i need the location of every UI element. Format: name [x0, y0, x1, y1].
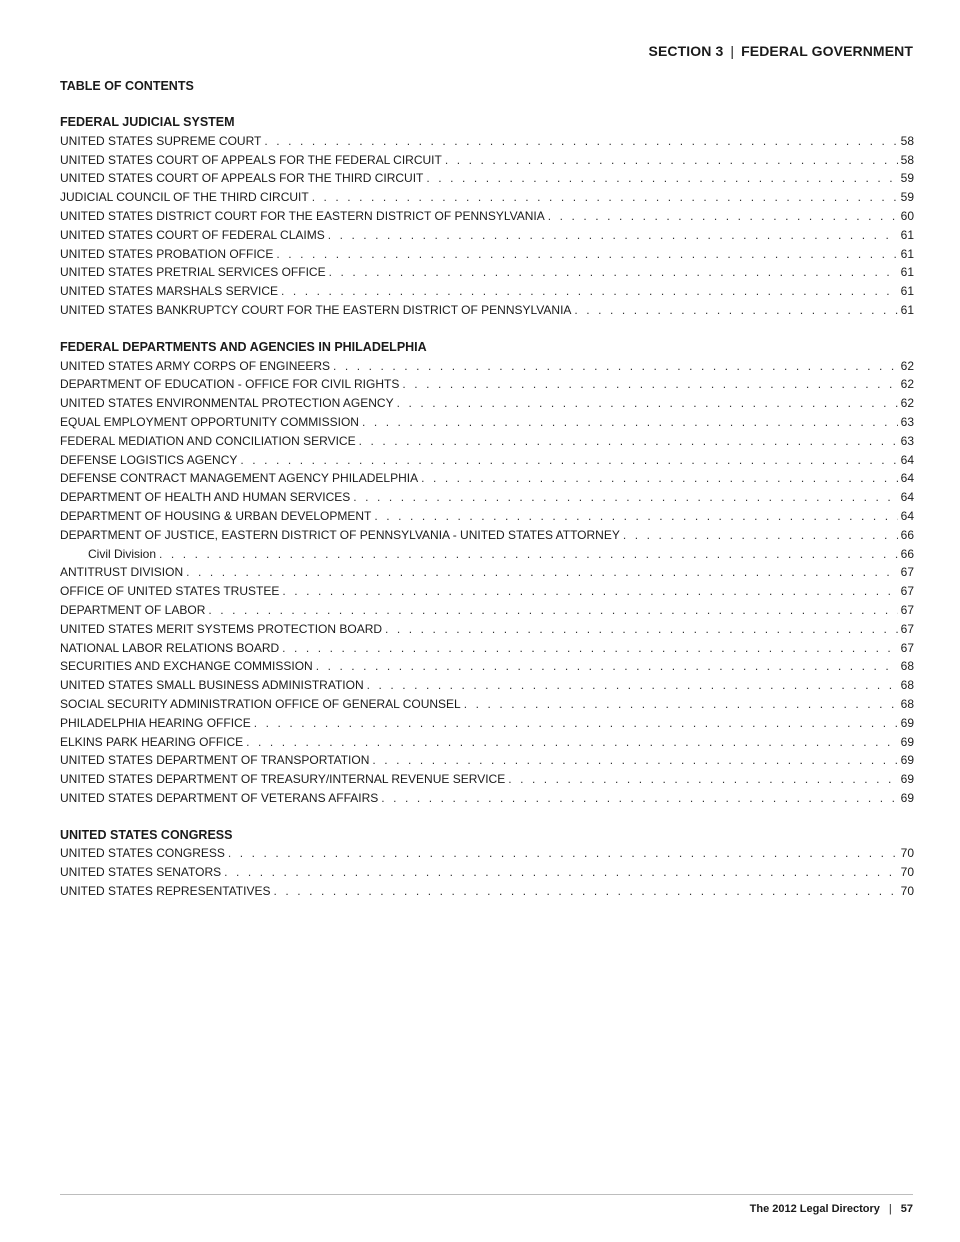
dot-leader [385, 620, 898, 639]
dot-leader [240, 451, 897, 470]
toc-entry[interactable] [60, 394, 914, 413]
toc-entry-label: PHILADELPHIA HEARING OFFICE [60, 715, 251, 730]
running-header [649, 43, 913, 59]
dot-leader [329, 263, 898, 282]
toc-section [60, 338, 914, 808]
toc-entry-label: UNITED STATES CONGRESS [60, 846, 225, 861]
toc-entry-label: UNITED STATES SMALL BUSINESS ADMINISTRATION [60, 678, 364, 693]
toc-entry-label: DEPARTMENT OF LABOR [60, 602, 206, 617]
dot-leader [359, 432, 898, 451]
toc-entry[interactable] [60, 207, 914, 226]
toc-entry-label: JUDICIAL COUNCIL OF THE THIRD CIRCUIT [60, 190, 309, 205]
dot-leader [333, 357, 898, 376]
toc-entry-label: UNITED STATES BANKRUPTCY COURT FOR THE EASTERN DISTRICT OF PENNSYLVANIA [60, 302, 572, 317]
dot-leader [353, 488, 897, 507]
toc-entry[interactable] [60, 151, 914, 170]
toc-entry-label: DEFENSE LOGISTICS AGENCY [60, 452, 238, 467]
toc-entry-page: 69 [900, 772, 914, 787]
toc-entry[interactable] [60, 432, 914, 451]
toc-entry[interactable] [60, 676, 914, 695]
toc-entry[interactable] [60, 695, 914, 714]
toc-entry-label: ELKINS PARK HEARING OFFICE [60, 734, 244, 749]
toc-entry-page: 64 [900, 452, 914, 467]
section-title: FEDERAL GOVERNMENT [741, 43, 913, 59]
toc-entry-label: UNITED STATES SUPREME COURT [60, 133, 262, 148]
toc-entry[interactable] [60, 657, 914, 676]
toc-entry-label: UNITED STATES MERIT SYSTEMS PROTECTION BOARD [60, 621, 383, 636]
toc-entry-page: 62 [900, 377, 914, 392]
footer-divider [60, 1194, 913, 1195]
toc-entry-label: UNITED STATES ARMY CORPS OF ENGINEERS [60, 358, 331, 373]
toc-entry[interactable] [60, 282, 914, 301]
dot-leader [372, 751, 897, 770]
toc-entry-label: UNITED STATES DISTRICT COURT FOR THE EASTERN DISTRICT OF PENNSYLVANIA [60, 208, 545, 223]
toc-entry[interactable] [60, 620, 914, 639]
toc-entry-label: DEFENSE CONTRACT MANAGEMENT AGENCY PHILADELPHIA [60, 471, 419, 486]
footer-separator: | [888, 1203, 892, 1215]
dot-leader [397, 394, 898, 413]
toc-heading: TABLE OF CONTENTS [60, 79, 194, 93]
dot-leader [186, 563, 898, 582]
toc-entry-page: 67 [900, 602, 914, 617]
toc-section [60, 113, 914, 320]
toc-entry-label: EQUAL EMPLOYMENT OPPORTUNITY COMMISSION [60, 414, 359, 429]
toc-entry-page: 70 [900, 865, 914, 880]
dot-leader [508, 770, 897, 789]
toc-entry[interactable] [60, 563, 914, 582]
toc-entry-page: 60 [900, 208, 914, 223]
toc-entry-page: 68 [900, 678, 914, 693]
toc-entry-page: 62 [900, 396, 914, 411]
dot-leader [208, 601, 897, 620]
toc-entry-page: 58 [900, 152, 914, 167]
toc-entry-page: 61 [900, 227, 914, 242]
dot-leader [281, 282, 898, 301]
toc-entry[interactable] [60, 132, 914, 151]
toc-entry-page: 67 [900, 621, 914, 636]
toc-entry-label: DEPARTMENT OF HOUSING & URBAN DEVELOPMENT [60, 508, 372, 523]
publication-title: The 2012 Legal Directory [749, 1203, 880, 1215]
toc-entry-label: UNITED STATES PROBATION OFFICE [60, 246, 274, 261]
toc-entry-page: 66 [900, 527, 914, 542]
toc-entry-label: DEPARTMENT OF HEALTH AND HUMAN SERVICES [60, 490, 351, 505]
toc-entry-page: 66 [900, 546, 914, 561]
toc-entry-page: 69 [900, 790, 914, 805]
toc-entry-label: ANTITRUST DIVISION [60, 565, 184, 580]
toc-entry-page: 69 [900, 734, 914, 749]
section-heading: FEDERAL DEPARTMENTS AND AGENCIES IN PHILADELPHIA [60, 339, 427, 354]
dot-leader [316, 657, 898, 676]
dot-leader [273, 882, 897, 901]
toc-entry[interactable] [60, 188, 914, 207]
toc-entry[interactable] [60, 751, 914, 770]
dot-leader [276, 245, 897, 264]
dot-leader [328, 226, 898, 245]
toc-entry-label: UNITED STATES SENATORS [60, 865, 222, 880]
toc-entry[interactable] [60, 507, 914, 526]
toc-entry-label: UNITED STATES COURT OF APPEALS FOR THE THIRD CIRCUIT [60, 171, 424, 186]
toc-entry[interactable] [60, 733, 914, 752]
dot-leader [254, 714, 898, 733]
toc-entry-label: SECURITIES AND EXCHANGE COMMISSION [60, 659, 313, 674]
toc-entry-page: 58 [900, 133, 914, 148]
toc-entry-page: 61 [900, 265, 914, 280]
toc-entry-label: UNITED STATES ENVIRONMENTAL PROTECTION AGENCY [60, 396, 394, 411]
section-label: SECTION 3 [648, 43, 724, 59]
toc-entry-page: 63 [900, 414, 914, 429]
toc-entry[interactable] [60, 882, 914, 901]
toc-entry-label: OFFICE OF UNITED STATES TRUSTEE [60, 584, 280, 599]
toc-entry-label: UNITED STATES COURT OF APPEALS FOR THE FEDERAL CIRCUIT [60, 152, 442, 167]
dot-leader [312, 188, 898, 207]
toc-entry[interactable] [60, 469, 914, 488]
toc-entry-page: 62 [900, 358, 914, 373]
toc-entry-label: UNITED STATES DEPARTMENT OF VETERANS AFFAIRS [60, 790, 379, 805]
dot-leader [367, 676, 898, 695]
toc-entry-page: 68 [900, 696, 914, 711]
dot-leader [264, 132, 897, 151]
toc-entry[interactable] [60, 526, 914, 545]
dot-leader [246, 733, 897, 752]
toc-entry-label: DEPARTMENT OF JUSTICE, EASTERN DISTRICT OF PENNSYLVANIA - UNITED STATES ATTORNEY [60, 527, 620, 542]
toc-entry[interactable] [60, 169, 914, 188]
toc-entry-label: Civil Division [88, 546, 157, 561]
dot-leader [574, 301, 897, 320]
toc-entry-page: 64 [900, 490, 914, 505]
dot-leader [445, 151, 898, 170]
dot-leader [464, 695, 898, 714]
toc-entry[interactable] [60, 789, 914, 808]
dot-leader [548, 207, 898, 226]
dot-leader [421, 469, 898, 488]
toc-entry-page: 69 [900, 715, 914, 730]
toc-entry-page: 59 [900, 171, 914, 186]
toc-entry-page: 67 [900, 565, 914, 580]
toc-entry-page: 70 [900, 884, 914, 899]
dot-leader [224, 863, 898, 882]
header-separator: | [730, 43, 735, 59]
toc-entry-label: UNITED STATES REPRESENTATIVES [60, 884, 271, 899]
toc-entry-page: 61 [900, 246, 914, 261]
toc-entry-label: UNITED STATES DEPARTMENT OF TREASURY/INTERNAL REVENUE SERVICE [60, 772, 506, 787]
dot-leader [362, 413, 898, 432]
toc-entry-label: NATIONAL LABOR RELATIONS BOARD [60, 640, 280, 655]
toc-entry-page: 67 [900, 640, 914, 655]
toc-entry-label: UNITED STATES DEPARTMENT OF TRANSPORTATION [60, 753, 370, 768]
toc-entry-page: 69 [900, 753, 914, 768]
toc-sections [60, 113, 914, 901]
toc-entry[interactable] [60, 545, 914, 564]
toc-entry[interactable] [60, 413, 914, 432]
toc-entry-label: UNITED STATES COURT OF FEDERAL CLAIMS [60, 227, 325, 242]
toc-entry[interactable] [60, 601, 914, 620]
dot-leader [426, 169, 897, 188]
toc-entry-page: 67 [900, 584, 914, 599]
toc-entry-label: SOCIAL SECURITY ADMINISTRATION OFFICE OF GENERAL COUNSEL [60, 696, 461, 711]
toc-entry-page: 68 [900, 659, 914, 674]
toc-section [60, 826, 914, 901]
toc-entry-page: 64 [900, 471, 914, 486]
toc-entry-page: 59 [900, 190, 914, 205]
toc-entry[interactable] [60, 226, 914, 245]
dot-leader [228, 844, 898, 863]
toc-entry[interactable] [60, 245, 914, 264]
toc-entry-page: 61 [900, 302, 914, 317]
toc-entry[interactable] [60, 263, 914, 282]
page-number: 57 [900, 1203, 913, 1215]
dot-leader [374, 507, 897, 526]
toc-entry-label: UNITED STATES MARSHALS SERVICE [60, 284, 279, 299]
toc-entry-page: 64 [900, 508, 914, 523]
dot-leader [282, 582, 897, 601]
toc-entry[interactable] [60, 357, 914, 376]
toc-entry[interactable] [60, 770, 914, 789]
running-footer [750, 1203, 913, 1215]
dot-leader [402, 375, 897, 394]
toc-entry[interactable] [60, 488, 914, 507]
dot-leader [623, 526, 898, 545]
dot-leader [381, 789, 897, 808]
table-of-contents [60, 77, 914, 901]
section-heading: FEDERAL JUDICIAL SYSTEM [60, 115, 235, 129]
section-heading: UNITED STATES CONGRESS [60, 827, 233, 842]
toc-entry-label: UNITED STATES PRETRIAL SERVICES OFFICE [60, 265, 326, 280]
toc-entry[interactable] [60, 639, 914, 658]
toc-entry[interactable] [60, 451, 914, 470]
toc-entry[interactable] [60, 301, 914, 320]
dot-leader [282, 639, 897, 658]
toc-entry[interactable] [60, 844, 914, 863]
toc-entry[interactable] [60, 375, 914, 394]
toc-entry-page: 61 [900, 284, 914, 299]
toc-entry-label: FEDERAL MEDIATION AND CONCILIATION SERVICE [60, 433, 356, 448]
toc-entry-page: 63 [900, 433, 914, 448]
toc-entry[interactable] [60, 582, 914, 601]
toc-entry[interactable] [60, 714, 914, 733]
toc-entry-page: 70 [900, 846, 914, 861]
toc-entry[interactable] [60, 863, 914, 882]
dot-leader [159, 545, 898, 564]
toc-entry-label: DEPARTMENT OF EDUCATION - OFFICE FOR CIVIL RIGHTS [60, 377, 400, 392]
